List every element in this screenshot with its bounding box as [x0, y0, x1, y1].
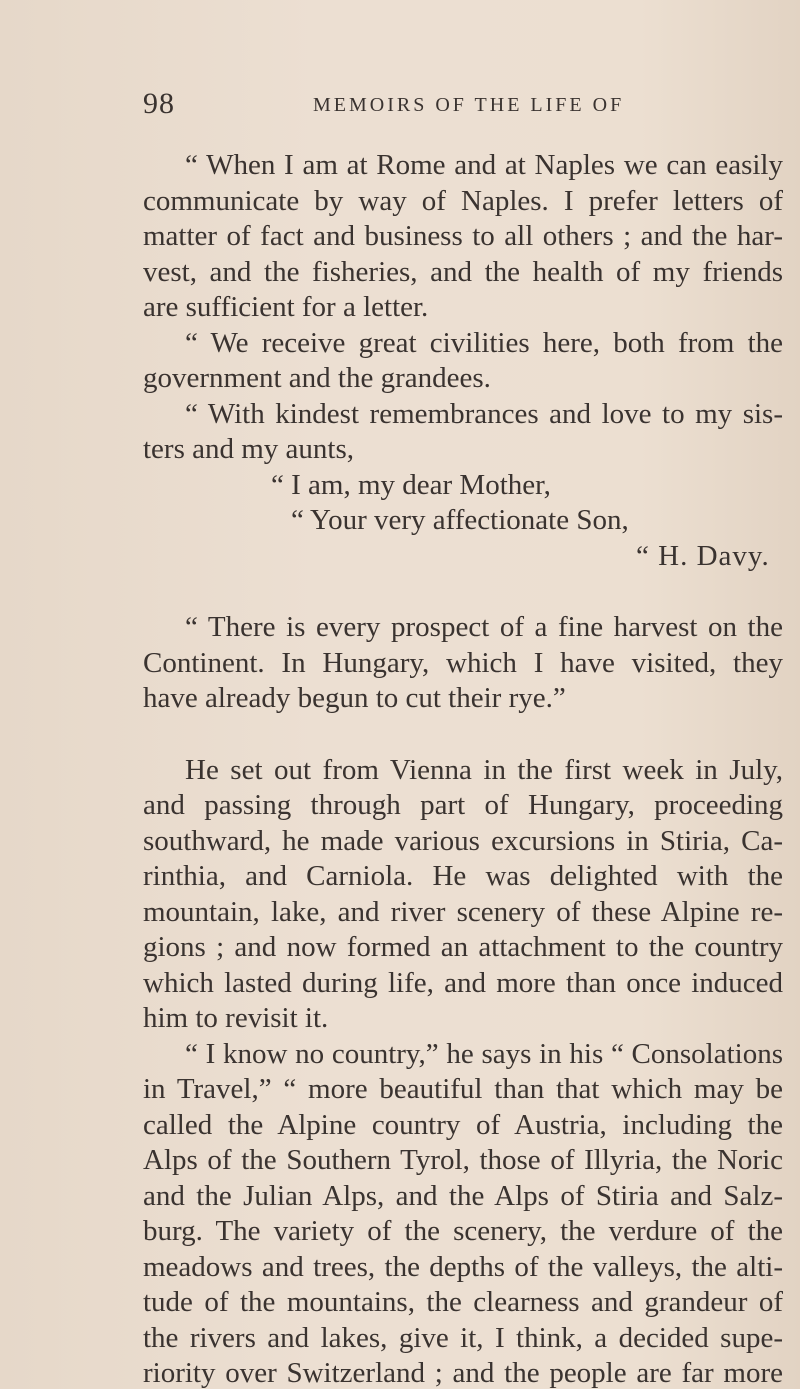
text-line: in Travel,” “ more beautiful than that which may be [143, 1073, 783, 1105]
text-line: “ When I am at Rome and at Naples we can easily [185, 149, 783, 181]
text-line: him to revisit it. [143, 1002, 329, 1034]
text-line: “ We receive great civilities here, both from the [185, 326, 783, 359]
text-line: have already begun to cut their rye.” [143, 682, 566, 714]
salutation-line: “ I am, my dear Mother, [271, 468, 551, 501]
text-line: “ I know no country,” he says in his “ Consolations [185, 1037, 783, 1070]
narrative-paragraph [143, 753, 783, 1037]
text-line: “ There is every prospect of a fine harvest on the [185, 611, 783, 643]
text-line: Alps of the Southern Tyrol, those of Illyria, the Noric [143, 1144, 783, 1176]
text-line: He set out from Vienna in the first week in July, [185, 753, 783, 786]
text-line: mountain, lake, and river scenery of these Alpine re- [143, 895, 783, 928]
page-header [143, 86, 743, 122]
body-text [143, 148, 783, 1389]
text-line: communicate by way of Naples. I prefer letters of [143, 184, 783, 217]
signature: “ H. Davy. [636, 539, 770, 572]
letter-paragraph [143, 326, 783, 397]
text-line: matter of fact and business to all others ; and the har- [143, 220, 783, 252]
text-line: burg. The variety of the scenery, the verdure of the [143, 1215, 783, 1247]
quotation-paragraph [143, 1037, 783, 1389]
text-line: “ With kindest remembrances and love to my sis- [185, 397, 783, 430]
text-line: riority over Switzerland ; and the people are far more [143, 1357, 783, 1389]
text-line: gions ; and now formed an attachment to the country [143, 931, 783, 963]
text-line: ters and my aunts, [143, 433, 355, 465]
paragraph-gap [143, 717, 783, 753]
text-line: vest, and the fisheries, and the health of my friends [143, 255, 783, 288]
page-number: 98 [143, 87, 175, 120]
text-line: Continent. In Hungary, which I have visited, they [143, 646, 783, 679]
text-line: which lasted during life, and more than once induced [143, 966, 783, 999]
text-line: tude of the mountains, the clearness and grandeur of [143, 1286, 783, 1318]
text-line: and the Julian Alps, and the Alps of Stiria and Salz- [143, 1179, 783, 1212]
paragraph-gap [143, 574, 783, 610]
postscript-paragraph [143, 610, 783, 717]
text-line: the rivers and lakes, give it, I think, a decided supe- [143, 1321, 783, 1354]
text-line: rinthia, and Carniola. He was delighted with the [143, 860, 783, 892]
letter-closing [143, 468, 783, 575]
text-line: and passing through part of Hungary, proceeding [143, 789, 783, 821]
letter-paragraph [143, 397, 783, 468]
text-line: are sufficient for a letter. [143, 291, 429, 323]
text-line: southward, he made various excursions in Stiria, Ca- [143, 824, 783, 857]
salutation-line: “ Your very affectionate Son, [291, 504, 629, 536]
text-line: government and the grandees. [143, 362, 491, 394]
text-line: called the Alpine country of Austria, including the [143, 1108, 783, 1141]
text-line: meadows and trees, the depths of the valleys, the alti- [143, 1250, 783, 1283]
letter-paragraph [143, 148, 783, 326]
running-head: MEMOIRS OF THE LIFE OF [313, 94, 625, 116]
